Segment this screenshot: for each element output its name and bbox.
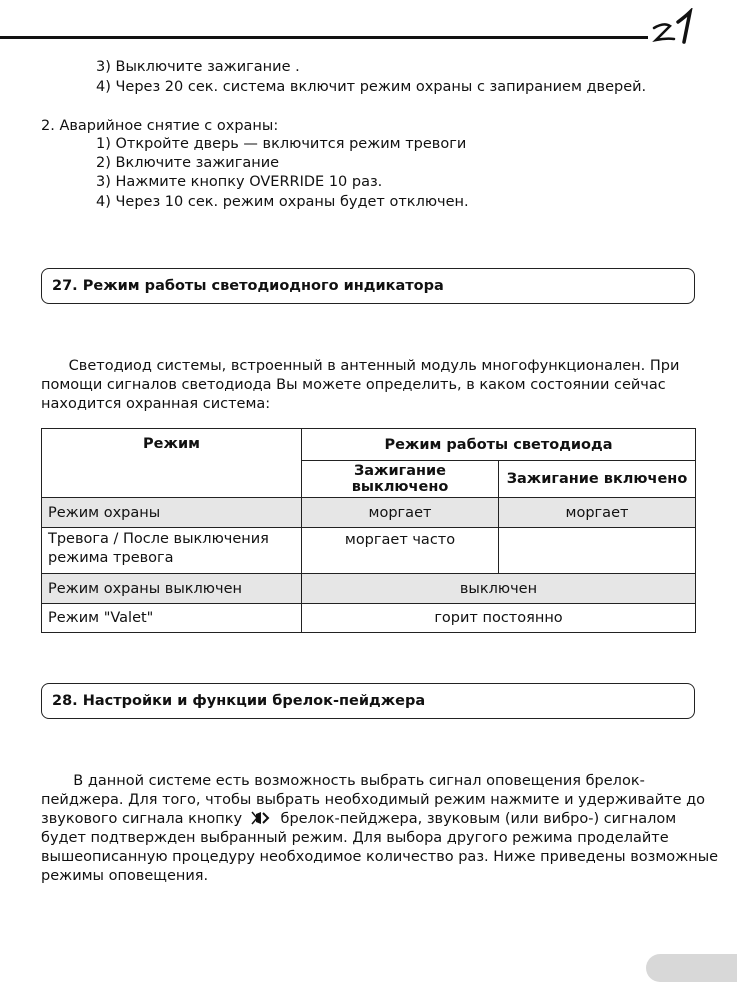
cell-on — [499, 528, 696, 574]
intro-line: находится охранная система: — [41, 396, 271, 412]
cell-both: выключен — [302, 574, 696, 604]
section-heading-28 — [41, 683, 695, 719]
led-mode-table — [41, 428, 696, 633]
intro-line: помощи сигналов светодиода Вы можете определить, в каком состоянии сейчас — [41, 377, 666, 393]
table-row — [42, 574, 696, 604]
cell-mode-line: режима тревога — [48, 550, 174, 566]
cell-mode: Режим охраны — [42, 498, 302, 528]
section-title: 27. Режим работы светодиодного индикатора — [52, 278, 444, 294]
cell-mode: Режим "Valet" — [42, 604, 302, 633]
page-number-tab — [646, 954, 737, 982]
bell-off-icon — [251, 811, 271, 825]
cell-off: моргает — [302, 498, 499, 528]
table-row — [42, 498, 696, 528]
header-led: Режим работы светодиода — [302, 429, 696, 461]
header-ignition-on: Зажигание включено — [499, 461, 696, 498]
cell-off: моргает часто — [302, 528, 499, 574]
para-line: режимы оповещения. — [41, 868, 209, 884]
para-fragment: звукового сигнала кнопку — [41, 811, 243, 827]
header-mode: Режим — [42, 429, 302, 498]
section-title: 28. Настройки и функции брелок-пейджера — [52, 693, 426, 709]
para-line: будет подтвержден выбранный режим. Для выбора другого режима проделайте — [41, 830, 669, 846]
step-line: 2) Включите зажигание — [96, 155, 280, 171]
section-heading-27 — [41, 268, 695, 304]
step-line: 3) Выключите зажигание . — [96, 59, 300, 75]
intro-line: Светодиод системы, встроенный в антенный модуль многофункционален. При — [41, 358, 680, 374]
step-line: 1) Откройте дверь — включится режим тревоги — [96, 136, 467, 152]
para-fragment: брелок-пейджера, звуковым (или вибро-) сигналом — [280, 811, 677, 827]
step-line: 3) Нажмите кнопку OVERRIDE 10 раз. — [96, 174, 383, 190]
para-line — [41, 810, 676, 828]
step-line: 4) Через 10 сек. режим охраны будет отключен. — [96, 194, 469, 210]
header-rule — [0, 36, 648, 39]
cell-mode: Режим охраны выключен — [42, 574, 302, 604]
z1-logo — [644, 8, 706, 48]
emergency-title: 2. Аварийное снятие с охраны: — [41, 118, 279, 134]
table-row — [42, 604, 696, 633]
cell-mode-line: Тревога / После выключения — [48, 531, 269, 547]
table-row — [42, 528, 696, 574]
header-ignition-off: Зажигание выключено — [302, 461, 499, 498]
para-line: пейджера. Для того, чтобы выбрать необходимый режим нажмите и удерживайте до — [41, 792, 706, 808]
step-line: 4) Через 20 сек. система включит режим охраны с запиранием дверей. — [96, 79, 647, 95]
cell-both: горит постоянно — [302, 604, 696, 633]
cell-on: моргает — [499, 498, 696, 528]
cell-mode — [42, 528, 302, 574]
para-line: В данной системе есть возможность выбрать сигнал оповещения брелок- — [41, 773, 645, 789]
para-line: вышеописанную процедуру необходимое количество раз. Ниже приведены возможные — [41, 849, 719, 865]
